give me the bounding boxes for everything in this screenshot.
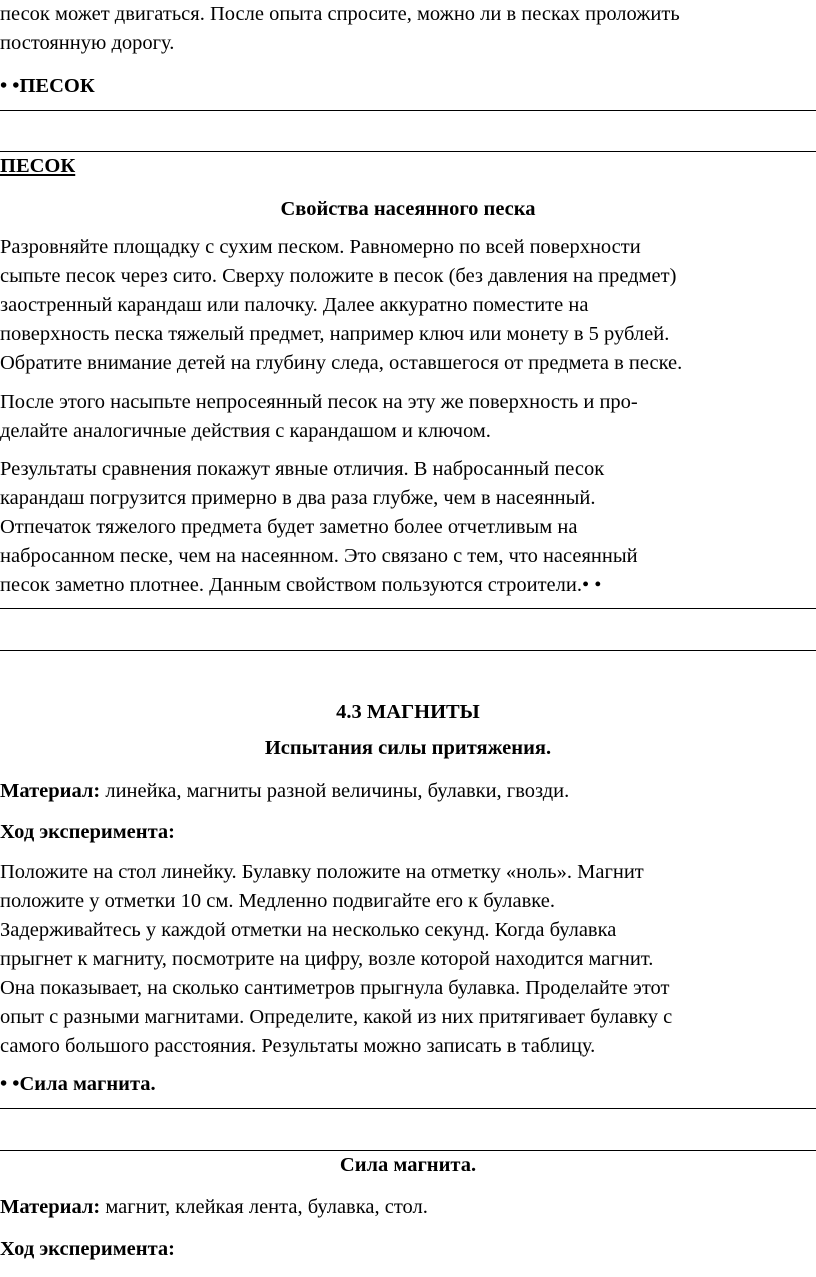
bullet-heading-sand — [0, 72, 816, 101]
bullet-heading-sand-text: • •ПЕСОК — [0, 75, 95, 97]
subtitle-attraction-test: Испытания силы притяжения. — [264, 737, 552, 759]
divider — [0, 650, 816, 651]
sand-paragraph-3 — [0, 455, 816, 600]
sand-paragraph-1: Разровняйте площадку с сухим песком. Равномерно по всей поверхности сыпьте песок через сито. Сверху положите в песок (без давления на предмет) заостренный карандаш или палочку. Далее аккуратно поместите на поверхность песка тяжелый предмет, например ключ или монету в 5 рублей. Обратите внимание детей на глубину следа, оставшегося от предмета в песке. — [0, 236, 683, 374]
magnets-material-line — [0, 777, 816, 806]
bullet-heading-force-text: • •Сила магнита. — [0, 1073, 156, 1095]
material-label: Материал: — [0, 1196, 101, 1218]
material-list: магнит, клейкая лента, булавка, стол. — [100, 1196, 428, 1218]
intro-paragraph-tail: песок может двигаться. После опыта спросите, можно ли в песках проложить постоянную дорогу. — [0, 3, 680, 54]
bullet-heading-force — [0, 1070, 816, 1099]
material-label: Материал: — [0, 780, 101, 802]
subtitle-sifted-sand: Свойства насеянного песка — [280, 198, 536, 220]
material-list: линейка, магниты разной величины, булавки, гвозди. — [100, 780, 570, 802]
divider — [0, 110, 816, 111]
divider — [0, 1108, 816, 1109]
divider — [0, 608, 816, 609]
section-heading-magnet-force: Сила магнита. — [339, 1154, 477, 1176]
section-heading-magnets: 4.3 МАГНИТЫ — [336, 701, 480, 723]
section-heading-sand: ПЕСОК — [0, 155, 76, 177]
trailing-bullets: • • — [581, 574, 602, 596]
procedure-label: Ход эксперимента: — [0, 1238, 175, 1260]
sand-paragraph-3-text: Результаты сравнения покажут явные отличия. В набросанный песок карандаш погрузится примерно в два раза глубже, чем в насеянный. Отпечаток тяжелого предмета будет заметно более отчетливым на набросанном песке, чем на насеянном. Это связано с тем, что насеянный песок заметно плотнее. Данным свойством пользуются строители. — [0, 458, 638, 596]
procedure-label: Ход эксперимента: — [0, 821, 175, 843]
force-material-line — [0, 1193, 816, 1222]
sand-paragraph-2: После этого насыпьте непросеянный песок на эту же поверхность и про- делайте аналогичные действия с карандашом и ключом. — [0, 391, 638, 442]
magnets-paragraph: Положите на стол линейку. Булавку положите на отметку «ноль». Магнит положите у отметки 10 см. Медленно подвигайте его к булавке. Задерживайтесь у каждой отметки на несколько секунд. Когда булавка прыгнет к магниту, посмотрите на цифру, возле которой находится магнит. Она показывает, на сколько сантиметров прыгнула булавка. Проделайте этот опыт с разными магнитами. Определите, какой из них притягивает булавку с самого большого расстояния. Результаты можно записать в таблицу. — [0, 861, 673, 1057]
